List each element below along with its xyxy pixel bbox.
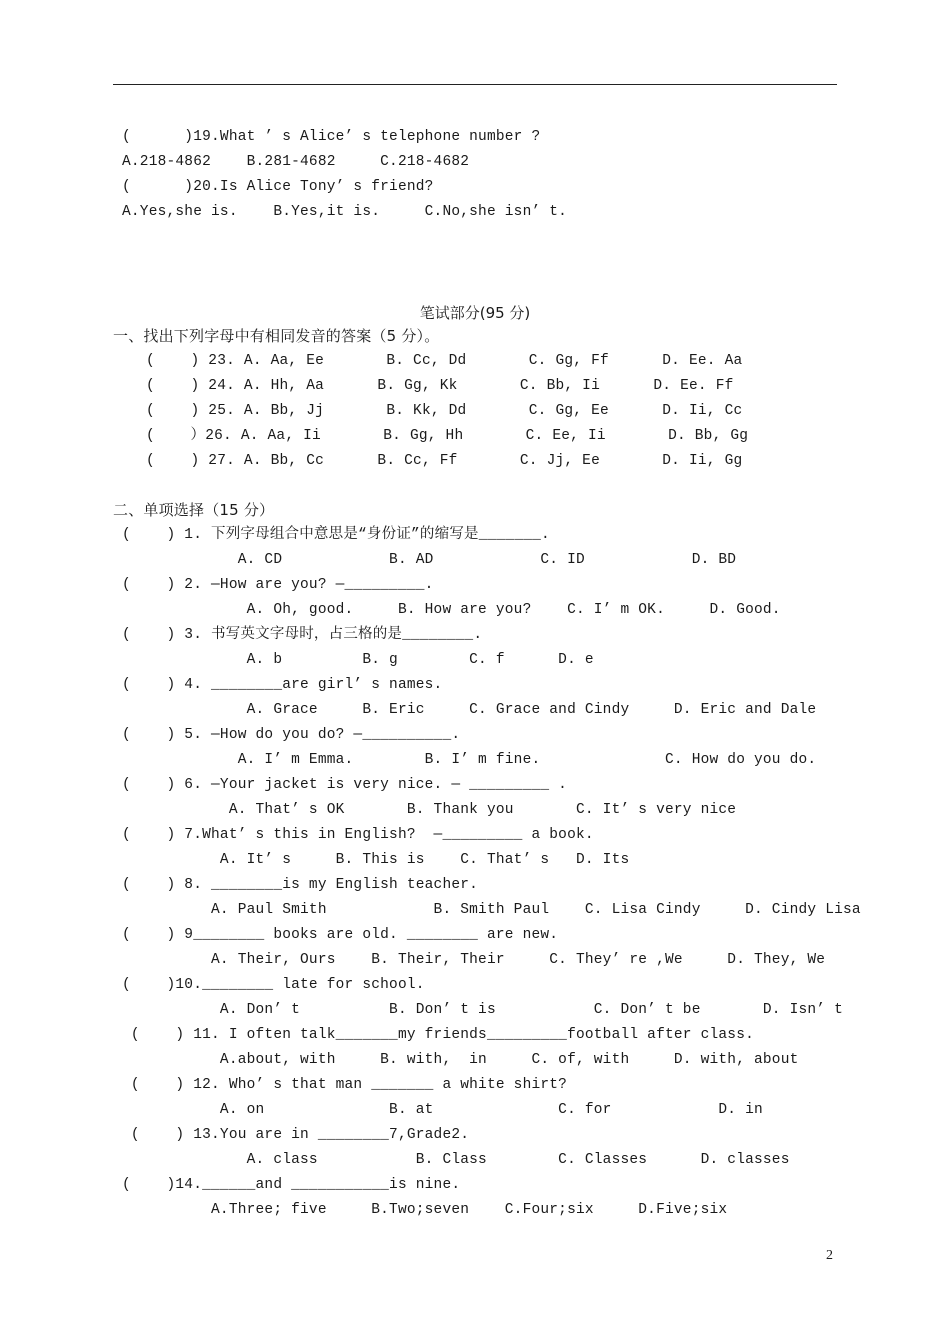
section2-line: A. I’ m Emma. B. I’ m fine. C. How do you do. — [122, 752, 817, 768]
section2-line: A.about, with B. with, in C. of, with D. with, about — [122, 1052, 799, 1068]
section2-line: ( ) 1. 下列字母组合中意思是“身份证”的缩写是_______. — [122, 527, 550, 543]
page-number: 2 — [826, 1248, 833, 1263]
section2-line: ( ) 12. Who’ s that man _______ a white shirt? — [122, 1077, 568, 1093]
section2-line: ( )14.______and ___________is nine. — [122, 1177, 461, 1193]
section2-line: ( ) 13.You are in ________7,Grade2. — [122, 1127, 470, 1143]
section1-item: ( ) 25. A. Bb, Jj B. Kk, Dd C. Gg, Ee D. Ii, Cc — [146, 403, 743, 419]
section2-line: ( ) 9________ books are old. ________ are new. — [122, 927, 559, 943]
section2-line: A. class B. Class C. Classes D. classes — [122, 1152, 790, 1168]
section1-item: ( ）26. A. Aa, Ii B. Gg, Hh C. Ee, Ii D. Bb, Gg — [146, 428, 749, 444]
section1-item: ( ) 24. A. Hh, Aa B. Gg, Kk C. Bb, Ii D. Ee. Ff — [146, 378, 734, 394]
section1-heading: 一、找出下列字母中有相同发音的答案（5 分）。 — [113, 327, 440, 345]
section2-line: ( ) 6. —Your jacket is very nice. — _________ . — [122, 777, 568, 793]
section2-line: ( ) 4. ________are girl’ s names. — [122, 677, 443, 693]
section2-line: A. Don’ t B. Don’ t is C. Don’ t be D. Isn’ t — [122, 1002, 844, 1018]
section2-line: A. That’ s OK B. Thank you C. It’ s very nice — [122, 802, 737, 818]
question-20-options: A.Yes,she is. B.Yes,it is. C.No,she isn’ t. — [122, 204, 568, 220]
section1-item: ( ) 23. A. Aa, Ee B. Cc, Dd C. Gg, Ff D. Ee. Aa — [146, 353, 743, 369]
section2-line: ( )10.________ late for school. — [122, 977, 425, 993]
question-20: ( )20.Is Alice Tony’ s friend? — [122, 179, 434, 195]
section2-line: A. on B. at C. for D. in — [122, 1102, 763, 1118]
section2-line: A. b B. g C. f D. e — [122, 652, 594, 668]
section2-line: A. CD B. AD C. ID D. BD — [122, 552, 737, 568]
section2-line: A. Paul Smith B. Smith Paul C. Lisa Cindy D. Cindy Lisa — [122, 902, 861, 918]
question-19-options: A.218-4862 B.281-4682 C.218-4682 — [122, 154, 470, 170]
section2-line: A.Three; five B.Two;seven C.Four;six D.Five;six — [122, 1202, 728, 1218]
section2-line: A. Oh, good. B. How are you? C. I’ m OK. D. Good. — [122, 602, 781, 618]
section2-line: A. Their, Ours B. Their, Their C. They’ re ,We D. They, We — [122, 952, 826, 968]
section2-line: A. It’ s B. This is C. That’ s D. Its — [122, 852, 630, 868]
section2-heading: 二、单项选择（15 分） — [113, 501, 275, 519]
header-rule — [113, 84, 837, 85]
section2-line: ( ) 2. —How are you? —_________. — [122, 577, 434, 593]
section2-line: ( ) 11. I often talk_______my friends_________football after class. — [122, 1027, 755, 1043]
question-19: ( )19.What ’ s Alice’ s telephone number ? — [122, 129, 541, 145]
section2-line: ( ) 3. 书写英文字母时，占三格的是________. — [122, 627, 483, 643]
section2-line: ( ) 5. —How do you do? —__________. — [122, 727, 461, 743]
section2-line: A. Grace B. Eric C. Grace and Cindy D. Eric and Dale — [122, 702, 817, 718]
section2-line: ( ) 8. ________is my English teacher. — [122, 877, 479, 893]
written-part-title: 笔试部分(95 分) — [419, 304, 531, 322]
section2-line: ( ) 7.What’ s this in English? —_________ a book. — [122, 827, 594, 843]
section1-item: ( ) 27. A. Bb, Cc B. Cc, Ff C. Jj, Ee D. Ii, Gg — [146, 453, 743, 469]
